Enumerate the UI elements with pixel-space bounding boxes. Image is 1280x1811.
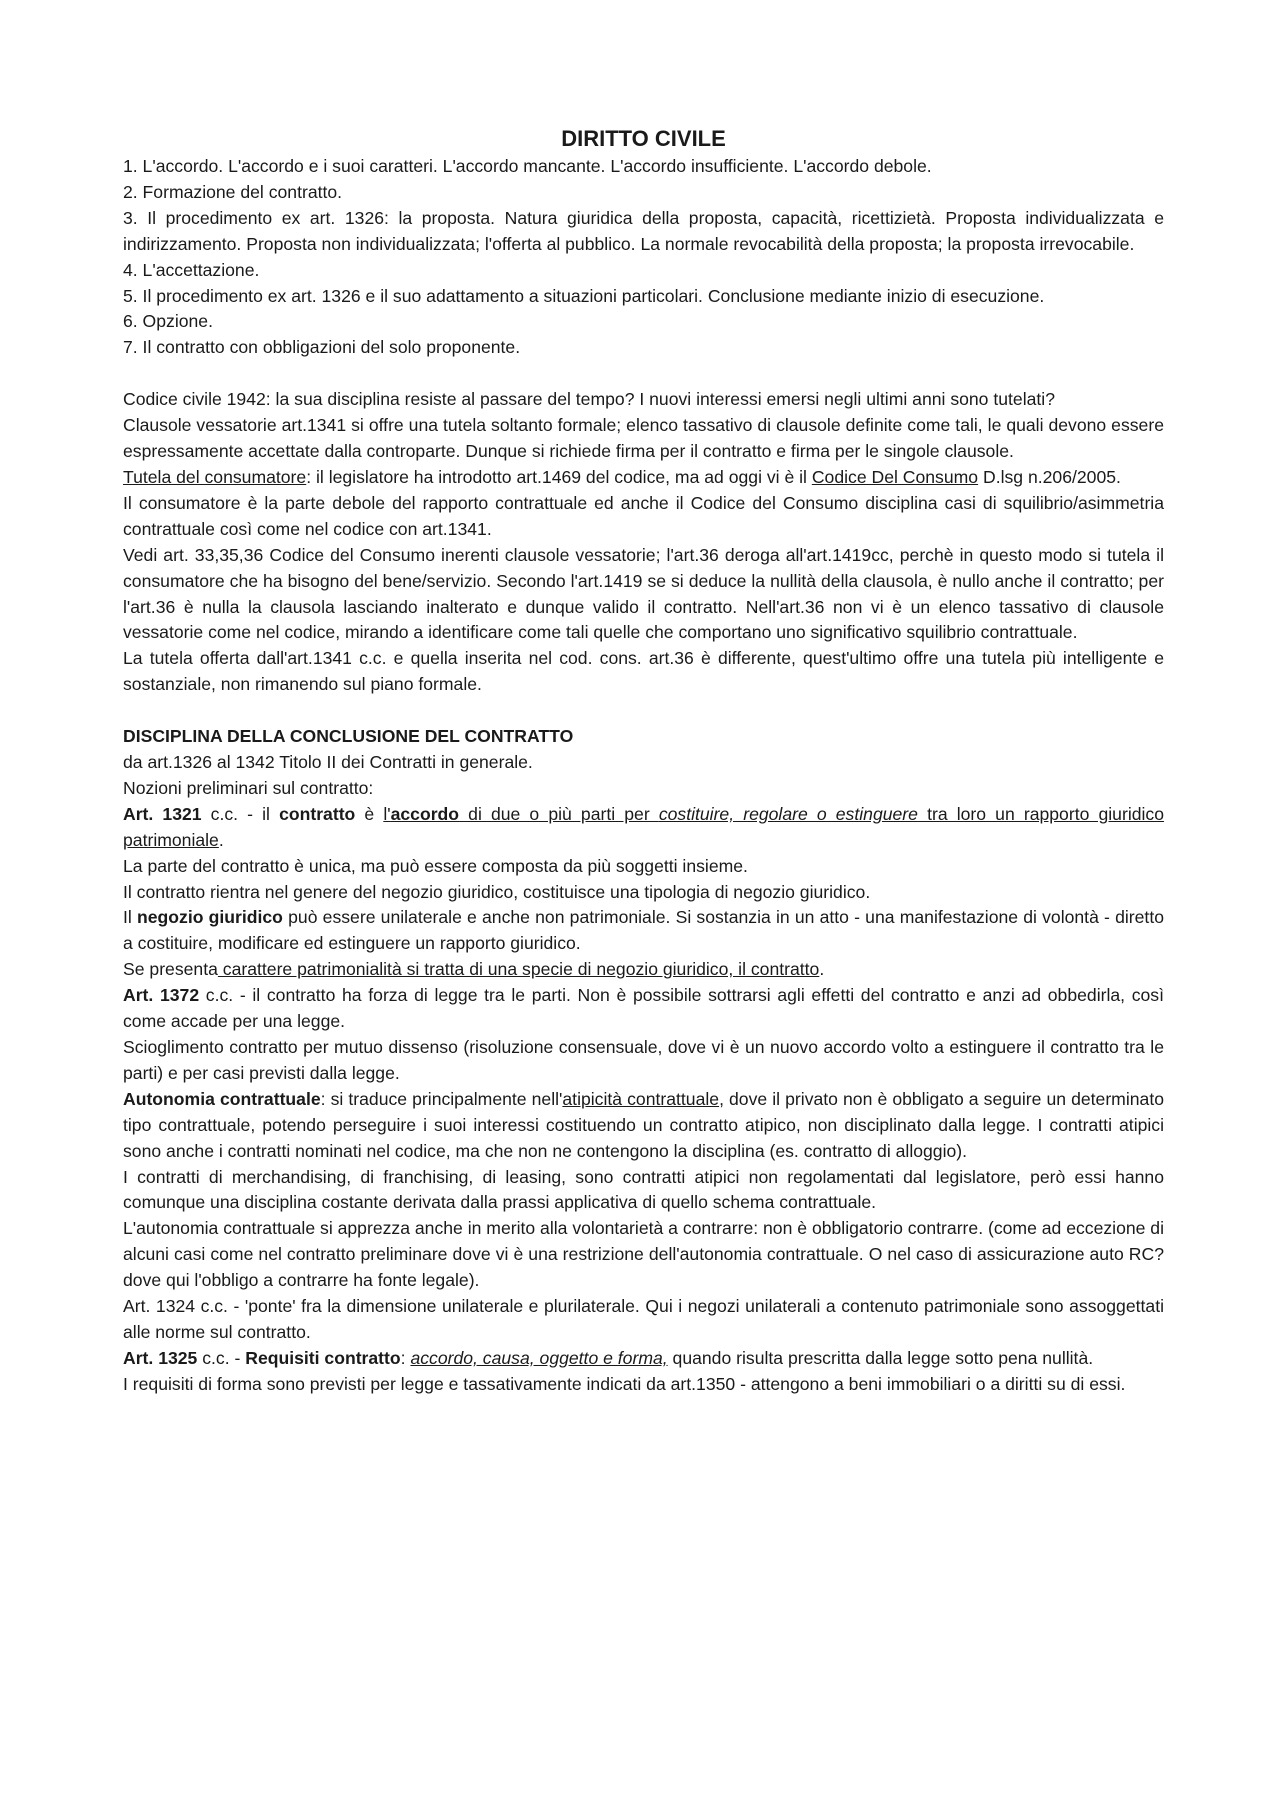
bold-text: Requisiti contratto [245, 1347, 401, 1368]
paragraph: I requisiti di forma sono previsti per legge e tassativamente indicati da art.1350 - attengono a beni immobiliari o a diritti su di essi. [123, 1373, 1126, 1394]
paragraph: Nozioni preliminari sul contratto: [123, 777, 374, 798]
spacer [123, 698, 1164, 724]
paragraph-art-1372 [123, 983, 1164, 1035]
spacer [123, 361, 1164, 387]
underlined-text: Codice Del Consumo [811, 466, 979, 487]
paragraph-art-1325 [123, 1346, 1164, 1372]
underlined-text: carattere patrimonialità si tratta di una specie di negozio giuridico, il contratto [217, 959, 820, 980]
document-page [123, 124, 1164, 1398]
text-run: Il [123, 907, 137, 928]
paragraph: Art. 1324 c.c. - 'ponte' fra la dimensione unilaterale e plurilaterale. Qui i negozi unilaterali a contenuto patrimoniale sono assoggettati alle norme sul contratto. [123, 1296, 1164, 1342]
text-run: Se presenta [123, 959, 218, 980]
paragraph: La tutela offerta dall'art.1341 c.c. e quella inserita nel cod. cons. art.36 è differente, quest'ultimo offre una tutela più intelligente e sostanziale, non rimanendo sul piano formale. [123, 648, 1164, 695]
paragraph-negozio [123, 905, 1164, 957]
toc-item: 2. Formazione del contratto. [123, 181, 343, 202]
text-run: quando risulta prescritta dalla legge sotto pena nullità. [667, 1347, 1094, 1368]
intro-section [123, 387, 1164, 698]
text-run: di due o più parti per [459, 803, 659, 824]
bold-text: Art. 1321 [123, 803, 202, 824]
toc-item: 5. Il procedimento ex art. 1326 e il suo adattamento a situazioni particolari. Conclusione mediante inizio di esecuzione. [123, 285, 1045, 306]
paragraph: Il consumatore è la parte debole del rapporto contrattuale ed anche il Codice del Consumo disciplina casi di squilibrio/asimmetria contrattuale così come nel codice con art.1341. [123, 492, 1164, 539]
bold-text: contratto [279, 803, 356, 824]
text-run: c.c. - [197, 1347, 246, 1368]
bold-text: accordo [390, 803, 460, 824]
bold-text: negozio giuridico [137, 907, 283, 928]
italic-text: costituire, regolare o estinguere [658, 803, 918, 824]
paragraph: Scioglimento contratto per mutuo dissenso (risoluzione consensuale, dove vi è un nuovo accordo volto a estinguere il contratto tra le parti) e per casi previsti dalla legge. [123, 1037, 1164, 1083]
text-run: . [218, 829, 224, 850]
text-run: tra loro un rapporto giuridico patrimoniale [123, 803, 1165, 850]
underlined-italic-text: accordo, causa, oggetto e forma, [410, 1347, 668, 1368]
document-title: DIRITTO CIVILE [561, 126, 726, 151]
toc-item: 3. Il procedimento ex art. 1326: la proposta. Natura giuridica della proposta, capacità, ricettizietà. Proposta individualizzata e indirizzamento. Proposta non individualizzata; l'offerta al pubblico. La normale revocabilità della proposta; la proposta irrevocabile. [123, 207, 1164, 254]
text-run: : [400, 1347, 411, 1368]
text-run: c.c. - il [201, 803, 280, 824]
bold-text: Art. 1372 [123, 985, 200, 1006]
toc-item: 6. Opzione. [123, 311, 213, 332]
paragraph: Il contratto rientra nel genere del negozio giuridico, costituisce una tipologia di negozio giuridico. [123, 881, 871, 902]
paragraph: La parte del contratto è unica, ma può essere composta da più soggetti insieme. [123, 855, 748, 876]
paragraph: I contratti di merchandising, di franchising, di leasing, sono contratti atipici non regolamentati dal legislatore, però essi hanno comunque una disciplina costante derivata dalla prassi applicativa di quello schema contrattuale. [123, 1166, 1164, 1213]
underlined-text: atipicità contrattuale [562, 1088, 720, 1109]
paragraph-patrimonialita [123, 957, 1164, 983]
paragraph: da art.1326 al 1342 Titolo II dei Contratti in generale. [123, 752, 533, 773]
paragraph: Vedi art. 33,35,36 Codice del Consumo inerenti clausole vessatorie; l'art.36 deroga all'art.1419cc, perchè in questo modo si tutela il consumatore che ha bisogno del bene/servizio. Secondo l'art.1419 se si deduce la nullità della clausola, è nullo anche il contratto; per l'art.36 è nulla la clausola lasciando inalterato e dunque valido il contratto. Nell'art.36 non vi è un elenco tassativo di clausole vessatorie come nel codice, mirando a identificare come tali quelle che comportano uno significativo squilibrio contrattuale. [123, 544, 1164, 643]
text-run: può essere unilaterale e anche non patrimoniale. Si sostanzia in un atto - una manifestazione di volontà - diretto a costituire, modificare ed estinguere un rapporto giuridico. [123, 907, 1164, 954]
toc-item: 4. L'accettazione. [123, 259, 260, 280]
underlined-text: Tutela del consumatore [123, 466, 307, 487]
bold-text: Art. 1325 [123, 1347, 198, 1368]
paragraph: Codice civile 1942: la sua disciplina resiste al passare del tempo? I nuovi interessi emersi negli ultimi anni sono tutelati? [123, 389, 1055, 410]
paragraph-art-1321 [123, 802, 1164, 854]
text-run: è [355, 803, 384, 824]
table-of-contents [123, 154, 1164, 361]
paragraph: L'autonomia contrattuale si apprezza anche in merito alla volontarietà a contrarre: non è obbligatorio contrarre. (come ad eccezione di alcuni casi come nel contratto preliminare dove vi è una restrizione dell'autonomia contrattuale. O nel caso di assicurazione auto RC? dove qui l'obbligo a contrarre ha fonte legale). [123, 1218, 1165, 1291]
text-run: , dove il privato non è obbligato a seguire un determinato tipo contrattuale, potendo perseguire i suoi interessi costituendo un contratto atipico, non disciplinato dalla legge. I contratti atipici sono anche i contratti nominati nel codice, ma che non ne contengono la disciplina (es. contratto di alloggio). [123, 1088, 1164, 1161]
toc-item: 7. Il contratto con obbligazioni del solo proponente. [123, 337, 521, 358]
text-run: l' [383, 803, 391, 824]
paragraph-autonomia [123, 1087, 1164, 1165]
conclusione-section [123, 724, 1164, 1398]
text-run: c.c. - il contratto ha forza di legge tra le parti. Non è possibile sottrarsi agli effetti del contratto e anzi ad obbedirla, così come accade per una legge. [123, 985, 1164, 1032]
text-run: . [819, 959, 825, 980]
paragraph [123, 465, 1164, 491]
text-run: : il legislatore ha introdotto art.1469 del codice, ma ad oggi vi è il [306, 466, 812, 487]
bold-text: Autonomia contrattuale [123, 1088, 321, 1109]
section-heading: DISCIPLINA DELLA CONCLUSIONE DEL CONTRATTO [123, 726, 574, 747]
toc-item: 1. L'accordo. L'accordo e i suoi caratteri. L'accordo mancante. L'accordo insufficiente. L'accordo debole. [123, 156, 932, 176]
text-run: : si traduce principalmente nell' [320, 1088, 563, 1109]
text-run: D.lsg n.206/2005. [978, 466, 1121, 487]
paragraph: Clausole vessatorie art.1341 si offre una tutela soltanto formale; elenco tassativo di clausole definite come tali, le quali devono essere espressamente accettate dalla controparte. Dunque si richiede firma per il contratto e firma per le singole clausole. [123, 415, 1164, 462]
